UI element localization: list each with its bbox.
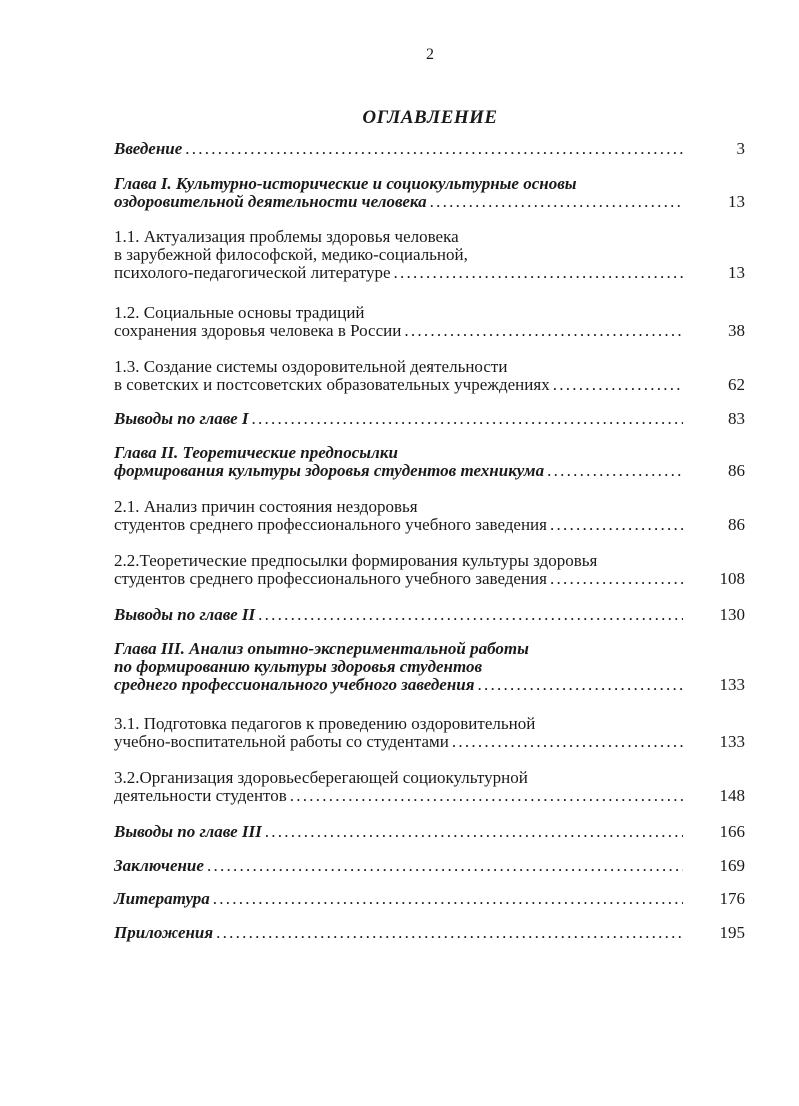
toc-entry bbox=[114, 175, 745, 211]
toc-entry bbox=[114, 140, 745, 158]
toc-entry-line: Выводы по главе III bbox=[114, 822, 262, 841]
toc-page-number: 38 bbox=[728, 321, 745, 340]
toc-page-number: 83 bbox=[728, 409, 745, 428]
toc-entry-line: Выводы по главе I bbox=[114, 409, 249, 428]
toc-entry bbox=[114, 924, 745, 942]
toc-page-number: 133 bbox=[719, 675, 745, 694]
toc-entry-line: Глава III. Анализ опытно-экспериментальной работы bbox=[114, 639, 529, 658]
dot-leader bbox=[427, 193, 683, 211]
toc-entry bbox=[114, 890, 745, 908]
toc-entry bbox=[114, 640, 745, 694]
toc-entry bbox=[114, 498, 745, 534]
dot-leader bbox=[213, 924, 683, 942]
toc-entry-line: формирования культуры здоровья студентов техникума bbox=[114, 461, 545, 480]
toc-entry-line: учебно-воспитательной работы со студентами bbox=[114, 732, 449, 751]
dot-leader bbox=[391, 264, 683, 282]
toc-entry-line: студентов среднего профессионального учебного заведения bbox=[114, 515, 547, 534]
toc-entry-line: сохранения здоровья человека в России bbox=[114, 321, 402, 340]
toc-entry-line: 3.1. Подготовка педагогов к проведению оздоровительной bbox=[114, 714, 536, 733]
toc-page-number: 130 bbox=[719, 605, 745, 624]
toc-entry-line: Приложения bbox=[114, 923, 214, 942]
toc-entry bbox=[114, 769, 745, 805]
toc-entry bbox=[114, 823, 745, 841]
toc-entry bbox=[114, 228, 745, 282]
toc-entry-line: среднего профессионального учебного заведения bbox=[114, 675, 475, 694]
toc-entry-line: Введение bbox=[114, 139, 183, 158]
toc-entry-line: Литература bbox=[114, 889, 210, 908]
dot-leader bbox=[249, 410, 683, 428]
toc-entry bbox=[114, 358, 745, 394]
toc-entry-line: оздоровительной деятельности человека bbox=[114, 192, 427, 211]
toc-page-number: 148 bbox=[719, 786, 745, 805]
toc-entry-line: деятельности студентов bbox=[114, 786, 287, 805]
toc-page-number: 13 bbox=[728, 192, 745, 211]
toc-entry bbox=[114, 606, 745, 624]
toc-entry-line: 2.1. Анализ причин состояния нездоровья bbox=[114, 497, 418, 516]
dot-leader bbox=[262, 823, 683, 841]
toc-page-number: 195 bbox=[719, 923, 745, 942]
toc-entry bbox=[114, 410, 745, 428]
toc-entry-line: Выводы по главе II bbox=[114, 605, 256, 624]
page-title: ОГЛАВЛЕНИЕ bbox=[362, 107, 498, 128]
dot-leader bbox=[544, 462, 683, 480]
toc-page-number: 62 bbox=[728, 375, 745, 394]
toc-entry-line: по формированию культуры здоровья студентов bbox=[114, 657, 483, 676]
toc-entry-line: в зарубежной философской, медико-социальной, bbox=[114, 245, 468, 264]
dot-leader bbox=[401, 322, 683, 340]
page-number: 2 bbox=[426, 46, 434, 63]
toc-entry-line: 3.2.Организация здоровьесберегающей социокультурной bbox=[114, 768, 528, 787]
dot-leader bbox=[547, 570, 683, 588]
toc-entry-line: Глава I. Культурно-исторические и социокультурные основы bbox=[114, 174, 577, 193]
dot-leader bbox=[550, 376, 683, 394]
toc-page-number: 108 bbox=[719, 569, 745, 588]
dot-leader bbox=[204, 857, 683, 875]
toc-entry-line: 1.2. Социальные основы традиций bbox=[114, 303, 365, 322]
toc-page-number: 13 bbox=[728, 263, 745, 282]
toc-entry-line: Глава II. Теоретические предпосылки bbox=[114, 443, 398, 462]
toc-entry-line: 2.2.Теоретические предпосылки формирования культуры здоровья bbox=[114, 551, 598, 570]
toc-entry-line: 1.1. Актуализация проблемы здоровья человека bbox=[114, 227, 459, 246]
toc-page-number: 166 bbox=[719, 822, 745, 841]
toc-page-number: 133 bbox=[719, 732, 745, 751]
toc-entry-line: в советских и постсоветских образовательных учреждениях bbox=[114, 375, 550, 394]
toc-page-number: 86 bbox=[728, 461, 745, 480]
toc-entry bbox=[114, 857, 745, 875]
toc-entry-line: 1.3. Создание системы оздоровительной деятельности bbox=[114, 357, 508, 376]
toc-page-number: 3 bbox=[736, 139, 745, 158]
toc-entry bbox=[114, 715, 745, 751]
dot-leader bbox=[210, 890, 683, 908]
toc-entry bbox=[114, 304, 745, 340]
toc-entry-line: Заключение bbox=[114, 856, 204, 875]
toc-page-number: 86 bbox=[728, 515, 745, 534]
dot-leader bbox=[449, 733, 683, 751]
dot-leader bbox=[287, 787, 683, 805]
toc-entry bbox=[114, 552, 745, 588]
toc-page-number: 176 bbox=[719, 889, 745, 908]
toc-entry-line: студентов среднего профессионального учебного заведения bbox=[114, 569, 547, 588]
toc-page-number: 169 bbox=[719, 856, 745, 875]
dot-leader bbox=[255, 606, 683, 624]
dot-leader bbox=[547, 516, 683, 534]
toc-entry bbox=[114, 444, 745, 480]
toc-entry-line: психолого-педагогической литературе bbox=[114, 263, 391, 282]
dot-leader bbox=[182, 140, 683, 158]
dot-leader bbox=[475, 676, 683, 694]
